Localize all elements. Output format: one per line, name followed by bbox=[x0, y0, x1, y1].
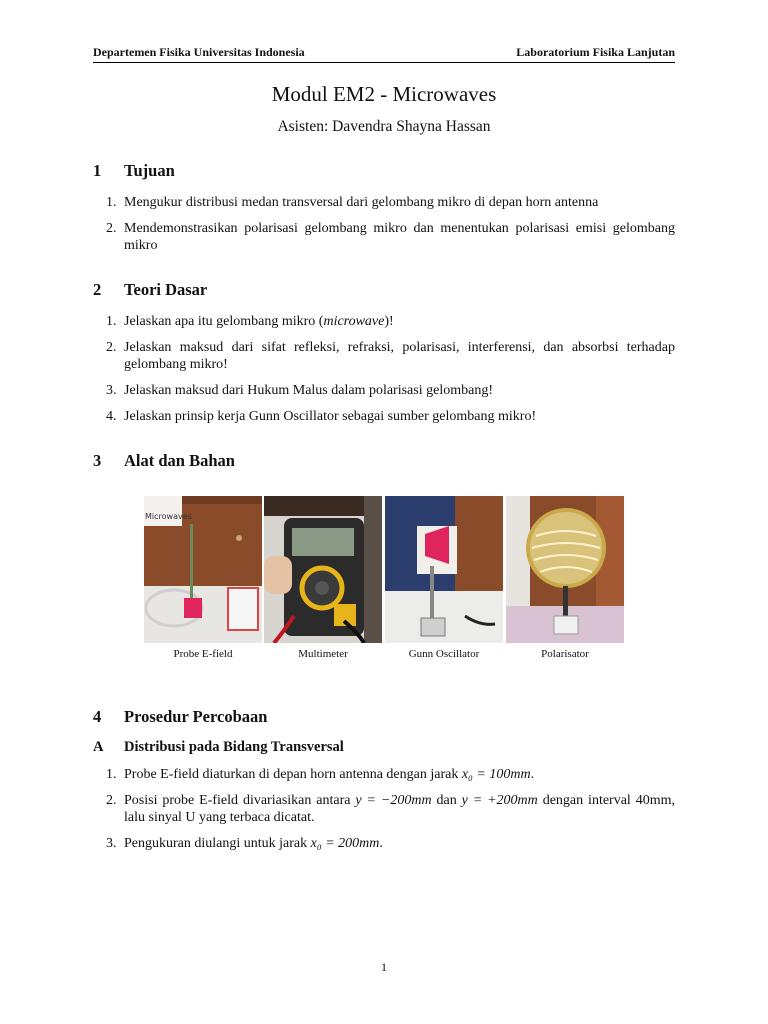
list-item: 1. Mengukur distribusi medan transversal dari gelombang mikro di depan horn antenna bbox=[106, 195, 599, 210]
page-number: 1 bbox=[381, 960, 387, 974]
gunn-oscillator-photo bbox=[385, 496, 503, 643]
polarisator-photo bbox=[506, 496, 624, 643]
list-item: 3. Jelaskan maksud dari Hukum Malus dalam polarisasi gelombang! bbox=[106, 383, 493, 398]
figure-polarisator bbox=[506, 496, 624, 660]
header-department: Departemen Fisika Universitas Indonesia bbox=[93, 45, 305, 59]
subsection-heading-distribusi: A Distribusi pada Bidang Transversal bbox=[93, 739, 344, 755]
caption-gunn-oscillator: Gunn Oscillator bbox=[408, 648, 480, 660]
caption-multimeter: Multimeter bbox=[298, 648, 348, 660]
list-item: 2. Mendemonstrasikan polarisasi gelombang mikro dan menentukan polarisasi emisi gelombang mikro bbox=[106, 221, 675, 253]
list-item: 2. Posisi probe E-field divariasikan antara y = −200mm dan y = +200mm dengan interval 40mm, lalu sinyal U yang terbaca dicatat. bbox=[106, 793, 676, 825]
teori-dasar-list bbox=[93, 313, 675, 425]
section-heading-alat-dan-bahan: 3 Alat dan Bahan bbox=[93, 451, 235, 470]
list-item: 2. Jelaskan maksud dari sifat refleksi, refraksi, polarisasi, interferensi, dan absorbsi terhadap gelombang mikro! bbox=[106, 340, 675, 372]
document-subtitle: Asisten: Davendra Shayna Hassan bbox=[277, 118, 491, 135]
figure-gunn-oscillator bbox=[385, 496, 503, 660]
document-title: Modul EM2 - Microwaves bbox=[271, 82, 497, 106]
caption-probe-efield: Probe E-field bbox=[173, 648, 233, 660]
document-page bbox=[93, 0, 675, 1024]
prosedur-list bbox=[93, 766, 675, 852]
list-item: 4. Jelaskan prinsip kerja Gunn Oscillator sebagai sumber gelombang mikro! bbox=[106, 409, 537, 424]
probe-label-text: Microwaves bbox=[145, 512, 192, 521]
equipment-figures bbox=[144, 496, 626, 666]
list-item: 1. Probe E-field diaturkan di depan horn antenna dengan jarak x₀ = 100mm. bbox=[106, 767, 535, 782]
list-item: 1. Jelaskan apa itu gelombang mikro (microwave)! bbox=[106, 314, 394, 329]
list-item: 3. Pengukuran diulangi untuk jarak x₀ = 200mm. bbox=[106, 836, 383, 851]
section-heading-teori-dasar: 2 Teori Dasar bbox=[93, 280, 208, 299]
figure-probe-efield bbox=[144, 496, 262, 660]
section-heading-tujuan: 1 Tujuan bbox=[93, 161, 175, 180]
tujuan-list bbox=[93, 194, 675, 254]
probe-efield-photo bbox=[144, 496, 262, 643]
multimeter-photo bbox=[264, 496, 382, 643]
figure-multimeter bbox=[264, 496, 382, 660]
section-heading-prosedur-percobaan: 4 Prosedur Percobaan bbox=[93, 707, 268, 726]
header-laboratory: Laboratorium Fisika Lanjutan bbox=[516, 45, 675, 59]
caption-polarisator: Polarisator bbox=[541, 648, 589, 660]
page-header bbox=[93, 44, 675, 63]
